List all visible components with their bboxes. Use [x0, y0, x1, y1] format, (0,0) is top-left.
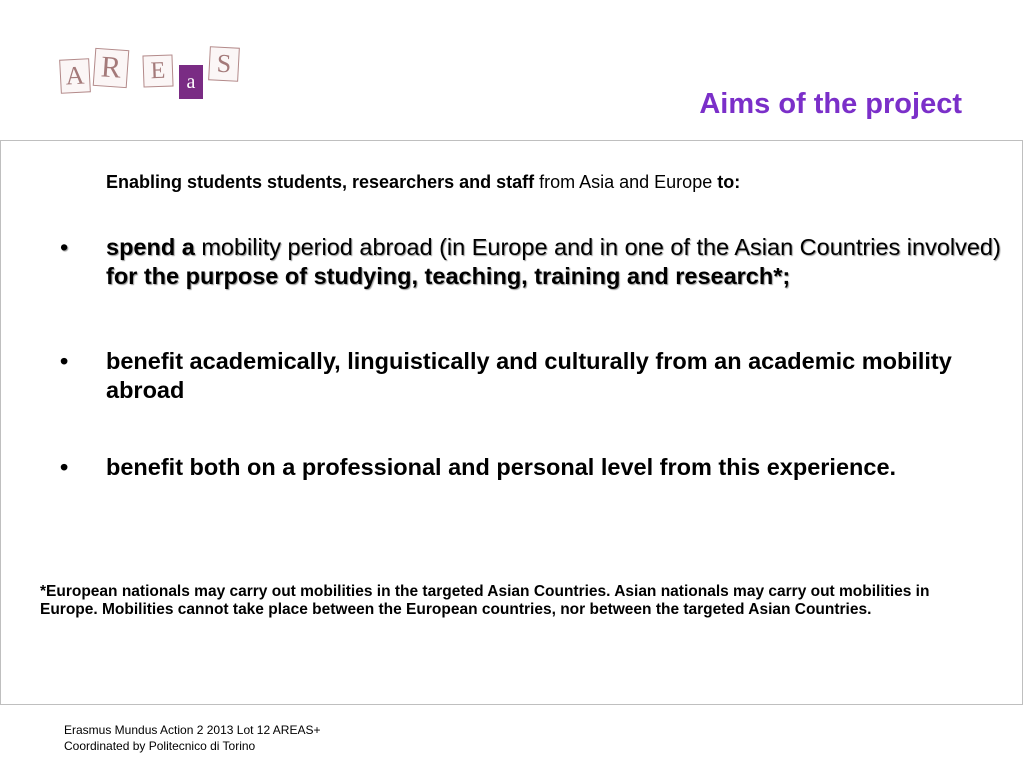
bullet-marker: • — [60, 454, 69, 480]
footer — [64, 722, 321, 754]
logo-tile-s: S — [208, 46, 240, 82]
list-item — [60, 233, 1020, 291]
aims-list — [60, 233, 1020, 482]
bullet-end: for the purpose of studying, teaching, training and research*; — [106, 263, 791, 289]
logo-tile-a: A — [59, 58, 91, 94]
logo-tile-r: R — [93, 48, 130, 88]
intro-text — [106, 172, 740, 193]
footer-line-1: Erasmus Mundus Action 2 2013 Lot 12 AREAS+ — [64, 723, 321, 737]
intro-bold: Enabling students students, researchers and staff — [106, 172, 535, 192]
slide-title: Aims of the project — [699, 88, 962, 120]
footnote: *European nationals may carry out mobilities in the targeted Asian Countries. Asian nationals may carry out mobilities in Europe. Mobilities cannot take place between the European countries, nor between the targeted Asian Countries. — [40, 583, 930, 618]
logo-tile-e: E — [142, 54, 173, 87]
bullet-text: benefit academically, linguistically and culturally from an academic mobility abroad — [106, 348, 952, 403]
list-item — [60, 453, 1020, 482]
bullet-middle: mobility period abroad (in Europe and in one of the Asian Countries involved) — [194, 234, 1001, 260]
areas-logo — [55, 45, 255, 105]
bullet-marker: • — [60, 234, 69, 260]
list-item — [60, 347, 1020, 405]
logo-tile-a-small: a — [179, 65, 203, 99]
intro-bold-end: to: — [717, 172, 741, 192]
bullet-marker: • — [60, 348, 69, 374]
intro-normal: from Asia and Europe — [534, 172, 718, 192]
bullet-lead: spend a — [106, 234, 195, 260]
footer-line-2: Coordinated by Politecnico di Torino — [64, 739, 256, 753]
bullet-text: benefit both on a professional and personal level from this experience. — [106, 454, 897, 480]
